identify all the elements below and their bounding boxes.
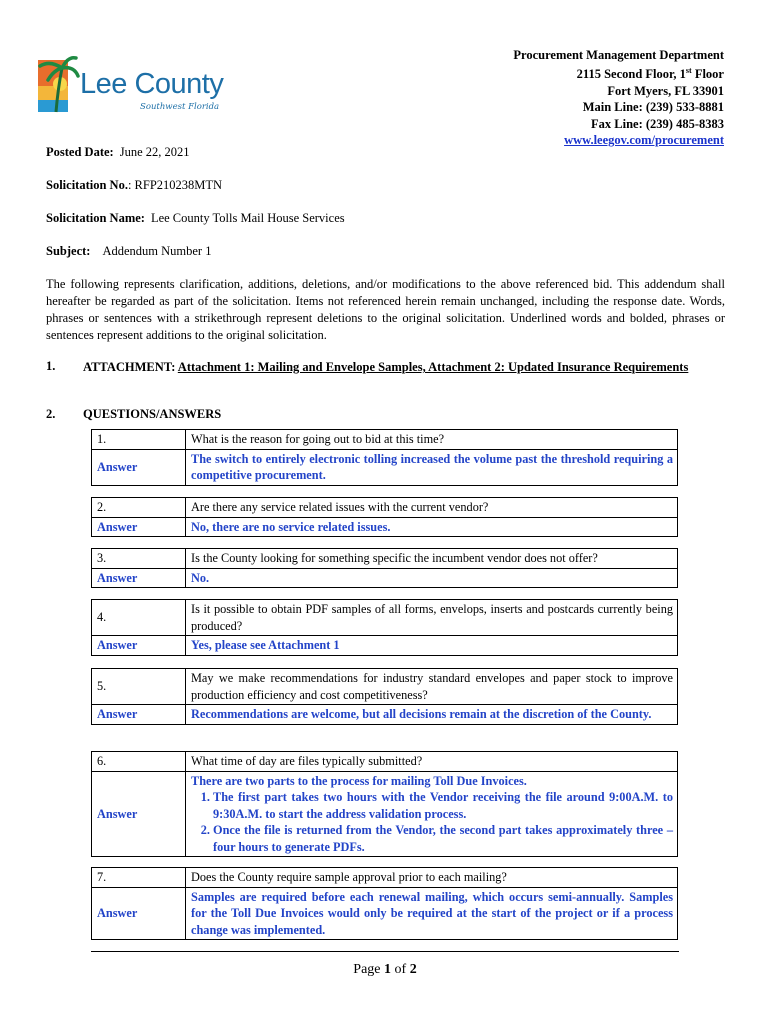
answer-label: Answer xyxy=(92,568,186,588)
subject: Subject: Addendum Number 1 xyxy=(46,244,212,258)
qa-table xyxy=(91,668,678,725)
footer-rule xyxy=(91,951,679,952)
answer-list-item: 2. Once the file is returned from the Vendor, the second part takes approximately three – four hours to generate PDFs. xyxy=(213,822,673,855)
answer-text: No. xyxy=(186,568,678,588)
department-address-line2: Fort Myers, FL 33901 xyxy=(607,83,724,98)
logo-tagline: Southwest Florida xyxy=(140,102,220,112)
answer-text: Yes, please see Attachment 1 xyxy=(186,636,678,656)
solicitation-name: Solicitation Name: Lee County Tolls Mail House Services xyxy=(46,211,345,225)
answer-text: The switch to entirely electronic tolling increased the volume past the threshold requiring a competitive procurement. xyxy=(186,449,678,485)
question-number: 5. xyxy=(92,669,186,705)
answer-label: Answer xyxy=(92,449,186,485)
attachment-list: Attachment 1: Mailing and Envelope Samples, Attachment 2: Updated Insurance Requirements xyxy=(177,360,689,374)
qa-table xyxy=(91,599,678,656)
question-number: 3. xyxy=(92,549,186,569)
palm-tree-icon xyxy=(36,50,80,118)
question-text: What is the reason for going out to bid at this time? xyxy=(186,430,678,450)
answer-text: Samples are required before each renewal mailing, which occurs semi-annually. Samples for the Toll Due Invoices would only be required at the start of the project or if a process change was implemented. xyxy=(186,887,678,940)
qa-table xyxy=(91,429,678,486)
question-number: 2. xyxy=(92,498,186,518)
lee-county-logo xyxy=(36,50,226,118)
answer-list-item: 1. The first part takes two hours with the Vendor receiving the file around 9:00A.M. to 9:30A.M. to start the address validation process. xyxy=(213,789,673,822)
attachment-label: ATTACHMENT: xyxy=(83,360,178,374)
question-text: Does the County require sample approval prior to each mailing? xyxy=(186,868,678,888)
question-number: 4. xyxy=(92,600,186,636)
qa-table xyxy=(91,497,678,537)
qa-table xyxy=(91,548,678,588)
answer-text: There are two parts to the process for mailing Toll Due Invoices. 1. The first part takes two hours with the Vendor receiving the file around 9:00A.M. to 9:30A.M. to start the address validation process. 2. Once the file is returned from the Vendor, the second part takes approximately three – four hours to generate PDFs. xyxy=(186,771,678,857)
question-number: 6. xyxy=(92,752,186,772)
department-name: Procurement Management Department xyxy=(513,48,724,62)
question-number: 7. xyxy=(92,868,186,888)
fax-number: Fax Line: (239) 485-8383 xyxy=(591,116,724,131)
procurement-website-link[interactable]: www.leegov.com/procurement xyxy=(564,133,724,148)
answer-text: No, there are no service related issues. xyxy=(186,517,678,537)
posted-date: Posted Date: June 22, 2021 xyxy=(46,145,190,159)
page-number: Page 1 of 2 xyxy=(353,962,417,977)
main-phone: Main Line: (239) 533-8881 xyxy=(582,100,724,115)
question-text: Is it possible to obtain PDF samples of all forms, envelops, inserts and postcards currently being produced? xyxy=(186,600,678,636)
question-text: Is the County looking for something specific the incumbent vendor does not offer? xyxy=(186,549,678,569)
qa-table xyxy=(91,867,678,940)
solicitation-number: Solicitation No.: RFP210238MTN xyxy=(46,178,223,192)
answer-label: Answer xyxy=(92,636,186,656)
question-number: 1. xyxy=(92,430,186,450)
answer-label: Answer xyxy=(92,705,186,725)
department-header xyxy=(513,47,724,149)
department-address-line1: 2115 Second Floor, 1st Floor xyxy=(576,66,724,82)
question-text: Are there any service related issues with the current vendor? xyxy=(186,498,678,518)
question-text: May we make recommendations for industry standard envelopes and paper stock to improve production efficiency and cost competitiveness? xyxy=(186,669,678,705)
intro-paragraph: The following represents clarification, additions, deletions, and/or modifications to the above referenced bid. This addendum shall hereafter be regarded as part of the solicitation. Items not referenced herein remain unchanged, including the response date. Words, phrases or sentences with a strikethrough represent deletions to the original solicitation. Underlined words and bolded, phrases or sentences represent additions to the original solicitation. xyxy=(46,277,725,342)
answer-label: Answer xyxy=(92,887,186,940)
qa-table xyxy=(91,751,678,857)
logo-wordmark: Lee County xyxy=(80,68,224,100)
answer-label: Answer xyxy=(92,771,186,857)
answer-text: Recommendations are welcome, but all decisions remain at the discretion of the County. xyxy=(186,705,678,725)
answer-label: Answer xyxy=(92,517,186,537)
question-text: What time of day are files typically submitted? xyxy=(186,752,678,772)
